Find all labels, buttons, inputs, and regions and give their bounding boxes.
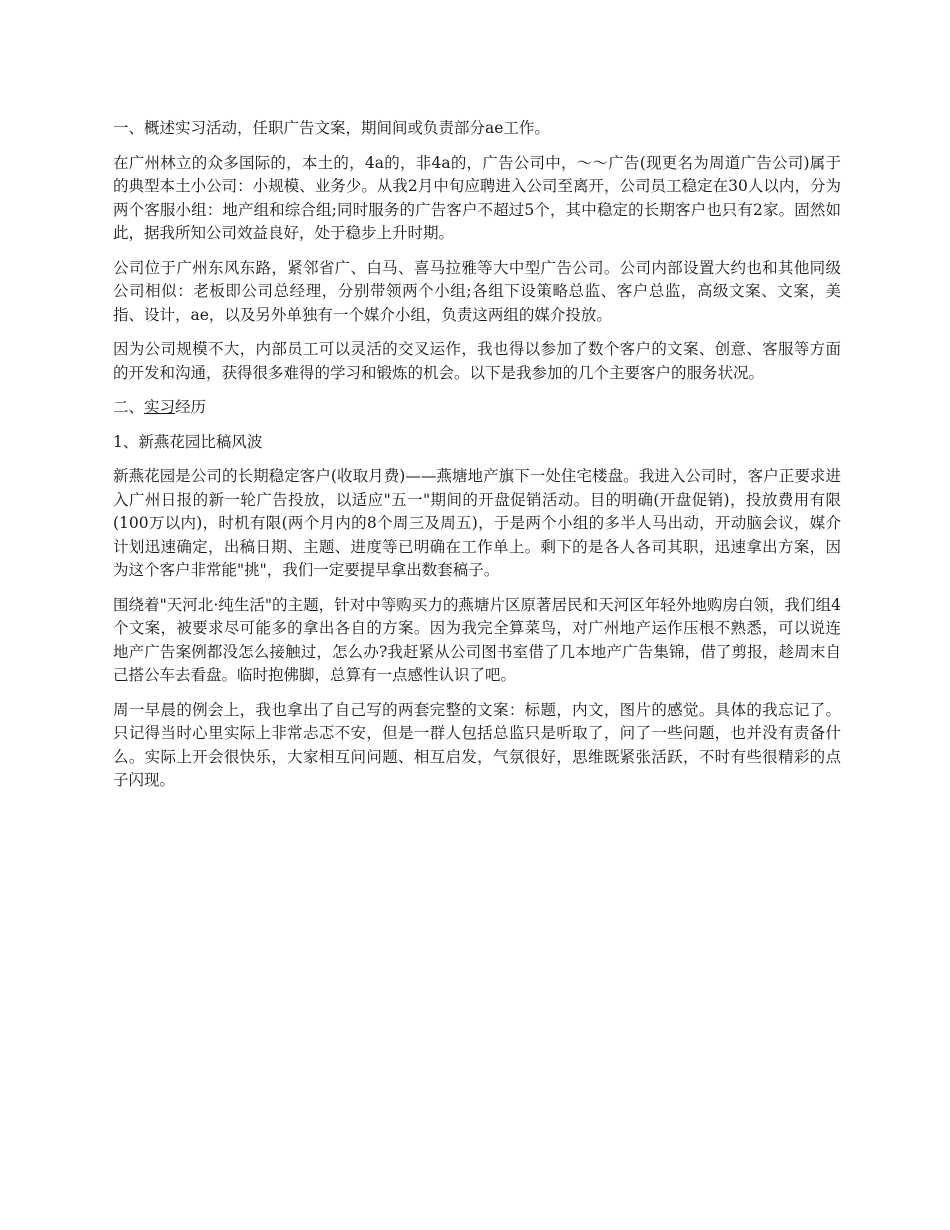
heading-suffix: 经历 [175, 398, 207, 416]
section-heading-experience [113, 396, 841, 420]
internship-link[interactable]: 实习 [144, 398, 176, 416]
subheading-xinyan-garden: 1、新燕花园比稿风波 [113, 432, 263, 451]
document-body [113, 117, 841, 804]
paragraph-client: 新燕花园是公司的长期稳定客户(收取月费)——燕塘地产旗下一处住宅楼盘。我进入公司时，客户正要求进入广州日报的新一轮广告投放，以适应"五一"期间的开盘促销活动。目的明确(开盘促销)，投放费用有限(100万以内)，时机有限(两个月内的8个周三及周五)，于是两个小组的多半人马出动，开动脑会议，媒介计划迅速确定，出稿日期、主题、进度等已明确在工作单上。剩下的是各人各司其职，迅速拿出方案，因为这个客户非常能"挑"，我们一定要提早拿出数套稿子。 [113, 467, 841, 579]
paragraph-theme: 围绕着"天河北·纯生活"的主题，针对中等购买力的燕塘片区原著居民和天河区年轻外地购房白领，我们组4个文案，被要求尽可能多的拿出各自的方案。因为我完全算菜鸟，对广州地产运作压根不熟悉，可以说连地产广告案例都没怎么接触过，怎么办?我赶紧从公司图书室借了几本地产广告集锦，借了剪报，趁周末自己搭公车去看盘。临时抱佛脚，总算有一点感性认识了吧。 [113, 595, 841, 684]
paragraph-opportunity: 因为公司规模不大，内部员工可以灵活的交叉运作，我也得以参加了数个客户的文案、创意、客服等方面的开发和沟通，获得很多难得的学习和锻炼的机会。以下是我参加的几个主要客户的服务状况。 [113, 340, 841, 382]
paragraph-company-intro: 在广州林立的众多国际的，本土的，4a的，非4a的，广告公司中，～～广告(现更名为周道广告公司)属于的典型本土小公司：小规模、业务少。从我2月中旬应聘进入公司至离开，公司员工稳定在30人以内，分为两个客服小组：地产组和综合组;同时服务的广告客户不超过5个，其中稳定的长期客户也只有2家。固然如此，据我所知公司效益良好，处于稳步上升时期。 [113, 153, 841, 242]
section-heading-overview: 一、概述实习活动，任职广告文案，期间间或负责部分ae工作。 [113, 119, 550, 137]
paragraph-company-structure: 公司位于广州东风东路，紧邻省广、白马、喜马拉雅等大中型广告公司。公司内部设置大约也和其他同级公司相似：老板即公司总经理，分别带领两个小组;各组下设策略总监、客户总监，高级文案、文案，美指、设计，ae，以及另外单独有一个媒介小组，负责这两组的媒介投放。 [113, 258, 841, 324]
paragraph-meeting: 周一早晨的例会上，我也拿出了自己写的两套完整的文案：标题，内文，图片的感觉。具体的我忘记了。只记得当时心里实际上非常忐忑不安，但是一群人包括总监只是听取了，问了一些问题，也并没有责备什么。实际上开会很快乐，大家相互问问题、相互启发，气氛很好，思维既紧张活跃，不时有些很精彩的点子闪现。 [113, 700, 841, 789]
heading-prefix: 二、 [113, 398, 145, 416]
